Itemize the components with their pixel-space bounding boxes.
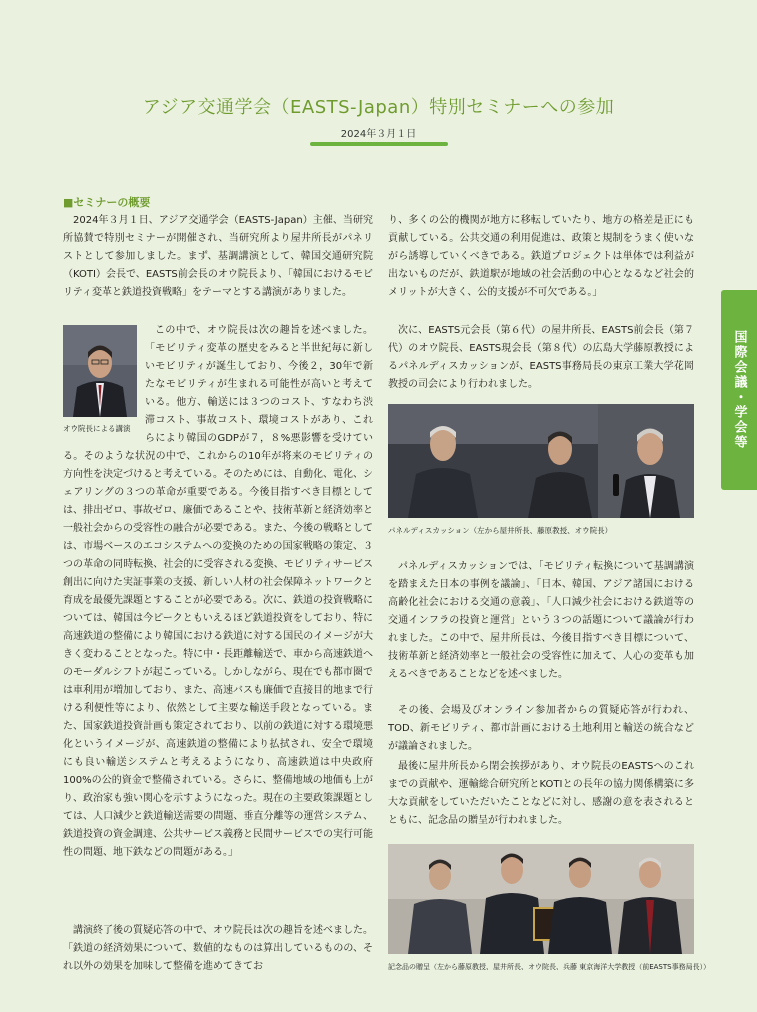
side-tab: [721, 290, 757, 490]
right-paragraph-4: その後、会場及びオンライン参加者からの質疑応答が行われ、TOD、新モビリティ、都市計画における土地利用と輸送の統合などが議論されました。: [388, 705, 694, 752]
right-paragraph-3: パネルディスカッションでは、「モビリティ転換について基調講演を踏まえた日本の事例を議論」、「日本、韓国、アジア諸国における高齢化社会における交通の意義」、「人口減少社会における鉄道等の交通インフラの投資と運営」という３つの話題について議論が行われました。この中で、屋井所長は、今後目指すべき目標について、技術革新と経済効率と一般社会の受容性に加えて、人心の変革も加えるべきであることなどを述べました。: [388, 561, 694, 680]
gift-presentation-photo: [388, 844, 694, 954]
right-paragraph-1: り、多くの公的機関が地方に移転していたり、地方の格差是正にも貢献している。公共交通の利用促進は、政策と規制をうまく使いながら誘導していくべきである。鉄道プロジェクトは単体では利益が出ないものだが、鉄道駅が地域の社会活動の中心となるなど社会的メリットが大きく、公的支援が不可欠である。」: [388, 215, 694, 298]
panel-discussion-photo-image: [388, 404, 694, 518]
left-paragraph-2: この中で、オウ院長は次の趣旨を述べました。「モビリティ変革の歴史をみると半世紀毎に新しいモビリティが誕生しており、今後２，30年で新たなモビリティが生まれる可能性が高いと考えている。他方、輸送には３つのコスト、すなわち渋滞コスト、事故コスト、環境コストがあり、これらにより韓国のGDPが７，８%悪影響を受けている。そのような状況の中で、これからの10年が将来のモビリティの方向性を決定づけると考えている。そのためには、自動化、電化、シェアリングの３つの革命が重要である。今後目指すべき目標としては、排出ゼロ、事故ゼロ、廉価であることや、技術革新と経済効率と一般社会からの受容性の融合が必要である。また、今後の戦略としては、市場ベースのエコシステムへの変換のための国家戦略の策定、３つの革命の同時転換、社会的に受容される変換、モビリティサービス創出に向けた実証事業の支援、新しい人材の社会保障ネットワークと育成を最優先課題とすることが必要である。次に、鉄道の投資戦略については、韓国は今ピークともいえるほど鉄道投資をしており、特に高速鉄道の整備により韓国における鉄道に対する国民のイメージが大きく変わることとなった。特に中・長距離輸送で、車から高速鉄道へのモーダルシフトが起こっている。しかしながら、現在でも都市圏では車利用が増加しており、また、高速バスも廉価で直接目的地まで行ける利便性等により、依然として主要な輸送手段となっている。また、国家鉄道投資計画も策定されており、以前の鉄道に対する環境悪化というイメージが、高速鉄道の整備により払拭され、安全で環境にも良い輸送システムと考えるようになり、高速鉄道は中央政府100%の公的資金で整備されている。さらに、整備地域の地価も上がり、政治家も強い関心を示すようになった。現在の主要政策課題としては、人口減少と鉄道輸送需要の問題、垂直分離等の運営システム、鉄道投資の資金調達、公共サービス義務と民間サービスでの実行可能性の問題、地下鉄などの問題がある。」: [63, 325, 373, 858]
panel-photo-caption: パネルディスカッション（左から屋井所長、藤原教授、オウ院長）: [388, 526, 613, 535]
left-paragraph-2-container: [63, 322, 373, 862]
date-underline: [310, 142, 448, 146]
page-title: アジア交通学会（EASTS-Japan）特別セミナーへの参加: [142, 97, 615, 118]
left-paragraph-1: 2024年３月１日、アジア交通学会（EASTS-Japan）主催、当研究所協賛で特別セミナーが開催され、当研究所より屋井所長がパネリストとして参加しました。まず、基調講演として、韓国交通研究院（KOTI）会長で、EASTS前会長のオウ院長より、「韓国におけるモビリティ変革と鉄道投資戦略」をテーマとする講演がありました。: [63, 215, 373, 298]
panel-discussion-photo: [388, 404, 694, 518]
right-paragraph-2: 次に、EASTS元会長（第６代）の屋井所長、EASTS前会長（第７代）のオウ院長、EASTS現会長（第８代）の広島大学藤原教授によるパネルディスカッションが、EASTS事務局長の東京工業大学花岡教授の司会により行われました。: [388, 325, 694, 390]
gift-photo-caption: 記念品の贈呈（左から藤原教授、屋井所長、オウ院長、兵藤 東京海洋大学教授（前EASTS事務局長））: [388, 963, 711, 971]
lecture-photo-caption: オウ院長による講演: [63, 424, 131, 433]
gift-presentation-photo-image: [388, 844, 694, 954]
section-heading: ■セミナーの概要: [63, 196, 151, 209]
left-paragraph-3: 講演終了後の質疑応答の中で、オウ院長は次の趣旨を述べました。「鉄道の経済効果について、数値的なものは算出しているものの、それ以外の効果を加味して整備を進めてきてお: [63, 925, 373, 972]
page-date: 2024年３月１日: [340, 129, 417, 140]
side-tab-label: 国際会議・学会等: [731, 330, 747, 450]
right-paragraph-5: 最後に屋井所長から閉会挨拶があり、オウ院長のEASTSへのこれまでの貢献や、運輸総合研究所とKOTIとの長年の協力関係構築に多大な貢献をしていただいたことなどに対し、感謝の意を表されるとともに、記念品の贈呈が行われました。: [388, 761, 694, 826]
photo-float-spacer: [63, 322, 145, 448]
